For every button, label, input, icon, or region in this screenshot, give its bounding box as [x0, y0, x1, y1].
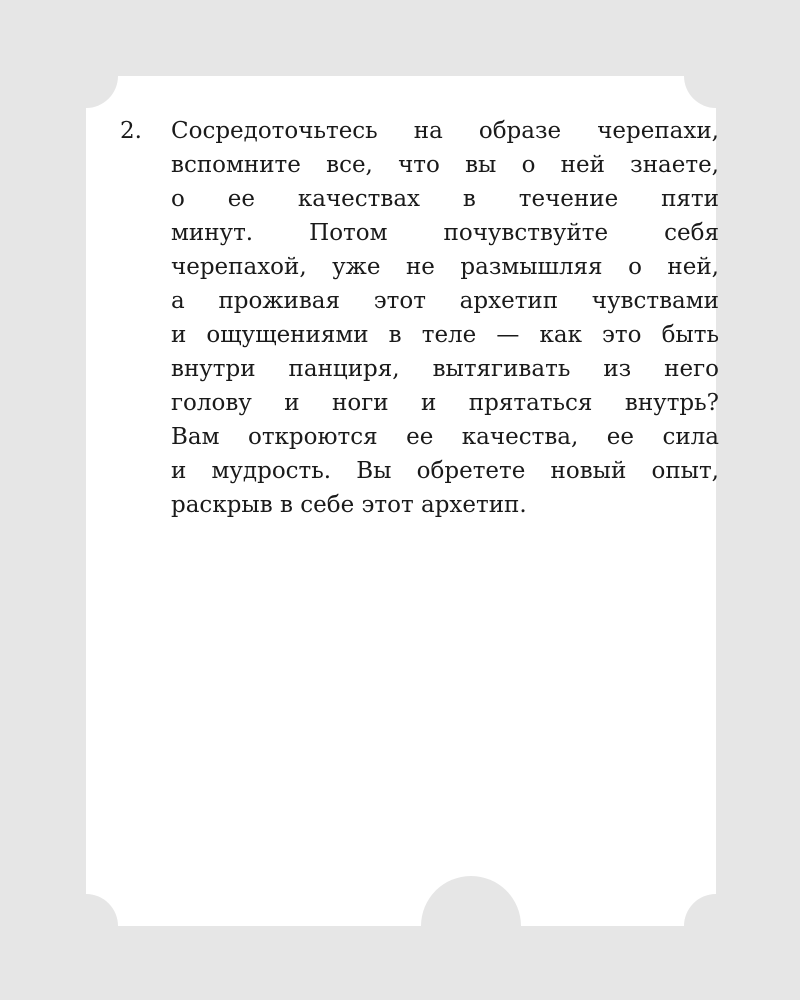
- corner-notch-bottom-left: [86, 894, 118, 926]
- paragraph-line: Вам откроются ее качества, ее сила: [171, 424, 719, 450]
- item-paragraph: [171, 114, 719, 522]
- corner-notch-top-right: [684, 76, 716, 108]
- paragraph-line: раскрыв в себе этот архетип.: [171, 492, 527, 518]
- paragraph-line: минут. Потом почувствуйте себя: [171, 220, 719, 246]
- paragraph-line: внутри панциря, вытягивать из него: [171, 356, 719, 382]
- paragraph-line: черепахой, уже не размышляя о ней,: [171, 254, 719, 280]
- paragraph-line: голову и ноги и прятаться внутрь?: [171, 390, 719, 416]
- paragraph-line: и мудрость. Вы обретете новый опыт,: [171, 458, 719, 484]
- paragraph-line: а проживая этот архетип чувствами: [171, 288, 719, 314]
- paragraph-line: Сосредоточьтесь на образе черепахи,: [171, 118, 719, 144]
- paragraph-line: и ощущениями в теле — как это быть: [171, 322, 719, 348]
- paragraph-line: о ее качествах в течение пяти: [171, 186, 719, 212]
- corner-notch-top-left: [86, 76, 118, 108]
- paragraph-line: вспомните все, что вы о ней знаете,: [171, 152, 719, 178]
- item-number: 2.: [120, 118, 142, 144]
- bottom-center-notch: [421, 876, 521, 926]
- corner-notch-bottom-right: [684, 894, 716, 926]
